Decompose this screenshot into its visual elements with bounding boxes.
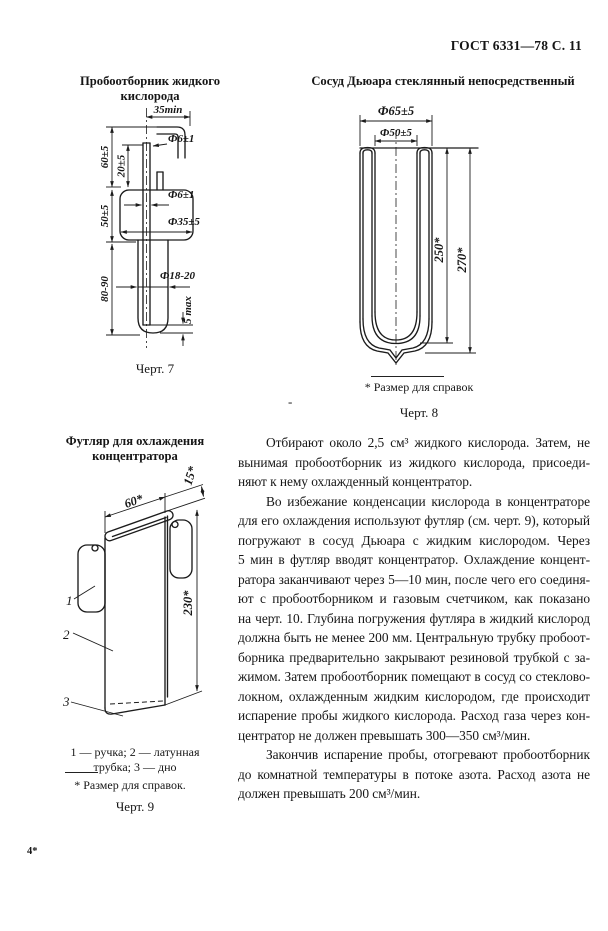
text-line: няют к нему охлажденный концентратор.: [238, 474, 473, 489]
fig9-outline: [78, 511, 192, 714]
fig9-title: [55, 434, 215, 463]
text-line: на черт. 10. Глубина погружения футляра в жидкий кислород: [238, 610, 590, 626]
part-label-2: 2: [63, 627, 70, 642]
dim-label-20: 20±5: [115, 154, 128, 178]
fig9-title-line1: Футляр для охлаждения: [65, 434, 205, 448]
fig8-title: Сосуд Дьюара стеклянный непосредственный: [311, 74, 575, 88]
part-label-1: 1: [66, 593, 73, 608]
fig8-footnote: * Размер для справок: [364, 380, 474, 394]
dim-label-5max: 5 max: [182, 296, 194, 324]
page-number-mark: 4*: [27, 846, 38, 857]
text-line: Отбирают около 2,5 см³ жидкого кислорода. Затем, не: [266, 435, 590, 450]
dim-label-d6-top: Ф6±1: [168, 133, 195, 145]
text-line: борника предварительно закрывают резиновой трубкой с за-: [238, 649, 590, 665]
fig9-legend-line2: трубка; 3 — дно: [93, 759, 177, 774]
text-line: должен превышать 200 см³/мин.: [238, 786, 421, 801]
part-label-3: 3: [63, 694, 70, 709]
dim-label-270: 270*: [455, 247, 469, 273]
dim-label-50: 50±5: [99, 204, 111, 228]
dim-label-d65: Ф65±5: [377, 104, 415, 118]
dim-label-d6-mid: Ф6±1: [168, 189, 195, 201]
text-line: ратора заканчивают через 5—10 мин, после чего его соединя-: [238, 571, 590, 587]
text-line: до комнатной температуры в потоке азота. Расход азота не: [238, 766, 590, 782]
text-line: испарение пробы жидкого кислорода. Расход газа через кон-: [238, 708, 590, 723]
text-line: локном, охлажденным жидким кислородом, где происходит: [238, 688, 590, 704]
fig9-footnote: * Размер для справок.: [74, 778, 186, 792]
text-line: ют с пробоотборником и газовым счетчиком, как показано: [238, 591, 590, 606]
fig9-dimensions: [105, 464, 205, 705]
page-header: ГОСТ 6331—78 С. 11: [450, 38, 582, 53]
text-line: вынимая пробоотборник из жидкого кислорода, присоеди-: [238, 454, 590, 470]
text-line: жимом. Затем пробоотборник помещают в сосуд со стеклово-: [238, 669, 590, 684]
dim-label-60: 60±5: [99, 145, 111, 169]
fig8-drawing: [330, 100, 580, 374]
text-line: центратор не должен превышать 300—350 см³/мин.: [238, 727, 531, 743]
dim-label-15: 15*: [180, 464, 200, 487]
fig9-footnote-rule: [65, 772, 98, 773]
body-text: [238, 433, 590, 804]
stray-dash: -: [288, 394, 293, 409]
fig9-legend: [55, 745, 215, 774]
text-line: погружают в сосуд Дьюара с жидким кислородом. Через: [238, 532, 590, 548]
fig9-part-labels: [62, 586, 123, 716]
fig8-dimensions: [360, 104, 476, 353]
dim-label-35min: 35min: [153, 104, 183, 116]
text-line: должна быть не менее 200 мм. Центральную трубку пробоот-: [238, 630, 590, 645]
text-line: Во избежание конденсации кислорода в концентраторе: [266, 493, 590, 509]
text-line: для его охлаждения используют футляр (см. черт. 9), который: [238, 513, 590, 528]
fig9-legend-line1: 1 — ручка; 2 — латунная: [70, 745, 200, 759]
dim-label-230: 230*: [181, 590, 195, 616]
fig7-drawing: [60, 98, 300, 362]
fig7-caption: Черт. 7: [135, 361, 175, 376]
fig9-drawing: [55, 465, 215, 743]
dim-label-80: 80-90: [99, 276, 111, 302]
handle-left: [78, 545, 105, 612]
dim-label-d35: Ф35±5: [168, 216, 200, 228]
fig7-title: Пробоотборник жидкого кислорода: [79, 74, 221, 103]
dim-label-d18: Ф18-20: [160, 270, 196, 282]
handle-right: [170, 520, 192, 578]
fig8-footnote-rule: [371, 376, 444, 377]
text-line: 5 мин в футляр вводят концентратор. Охлаждение концент-: [238, 552, 590, 567]
fig9-title-line2: концентратора: [92, 448, 178, 463]
text-line: Закончив испарение пробы, отогревают пробоотборник: [266, 747, 590, 762]
dim-label-60: 60*: [122, 491, 145, 511]
fig9-caption: Черт. 9: [115, 799, 155, 814]
dim-label-d50: Ф50±5: [380, 127, 412, 139]
dim-label-250: 250*: [432, 237, 446, 263]
fig8-caption: Черт. 8: [399, 405, 439, 420]
